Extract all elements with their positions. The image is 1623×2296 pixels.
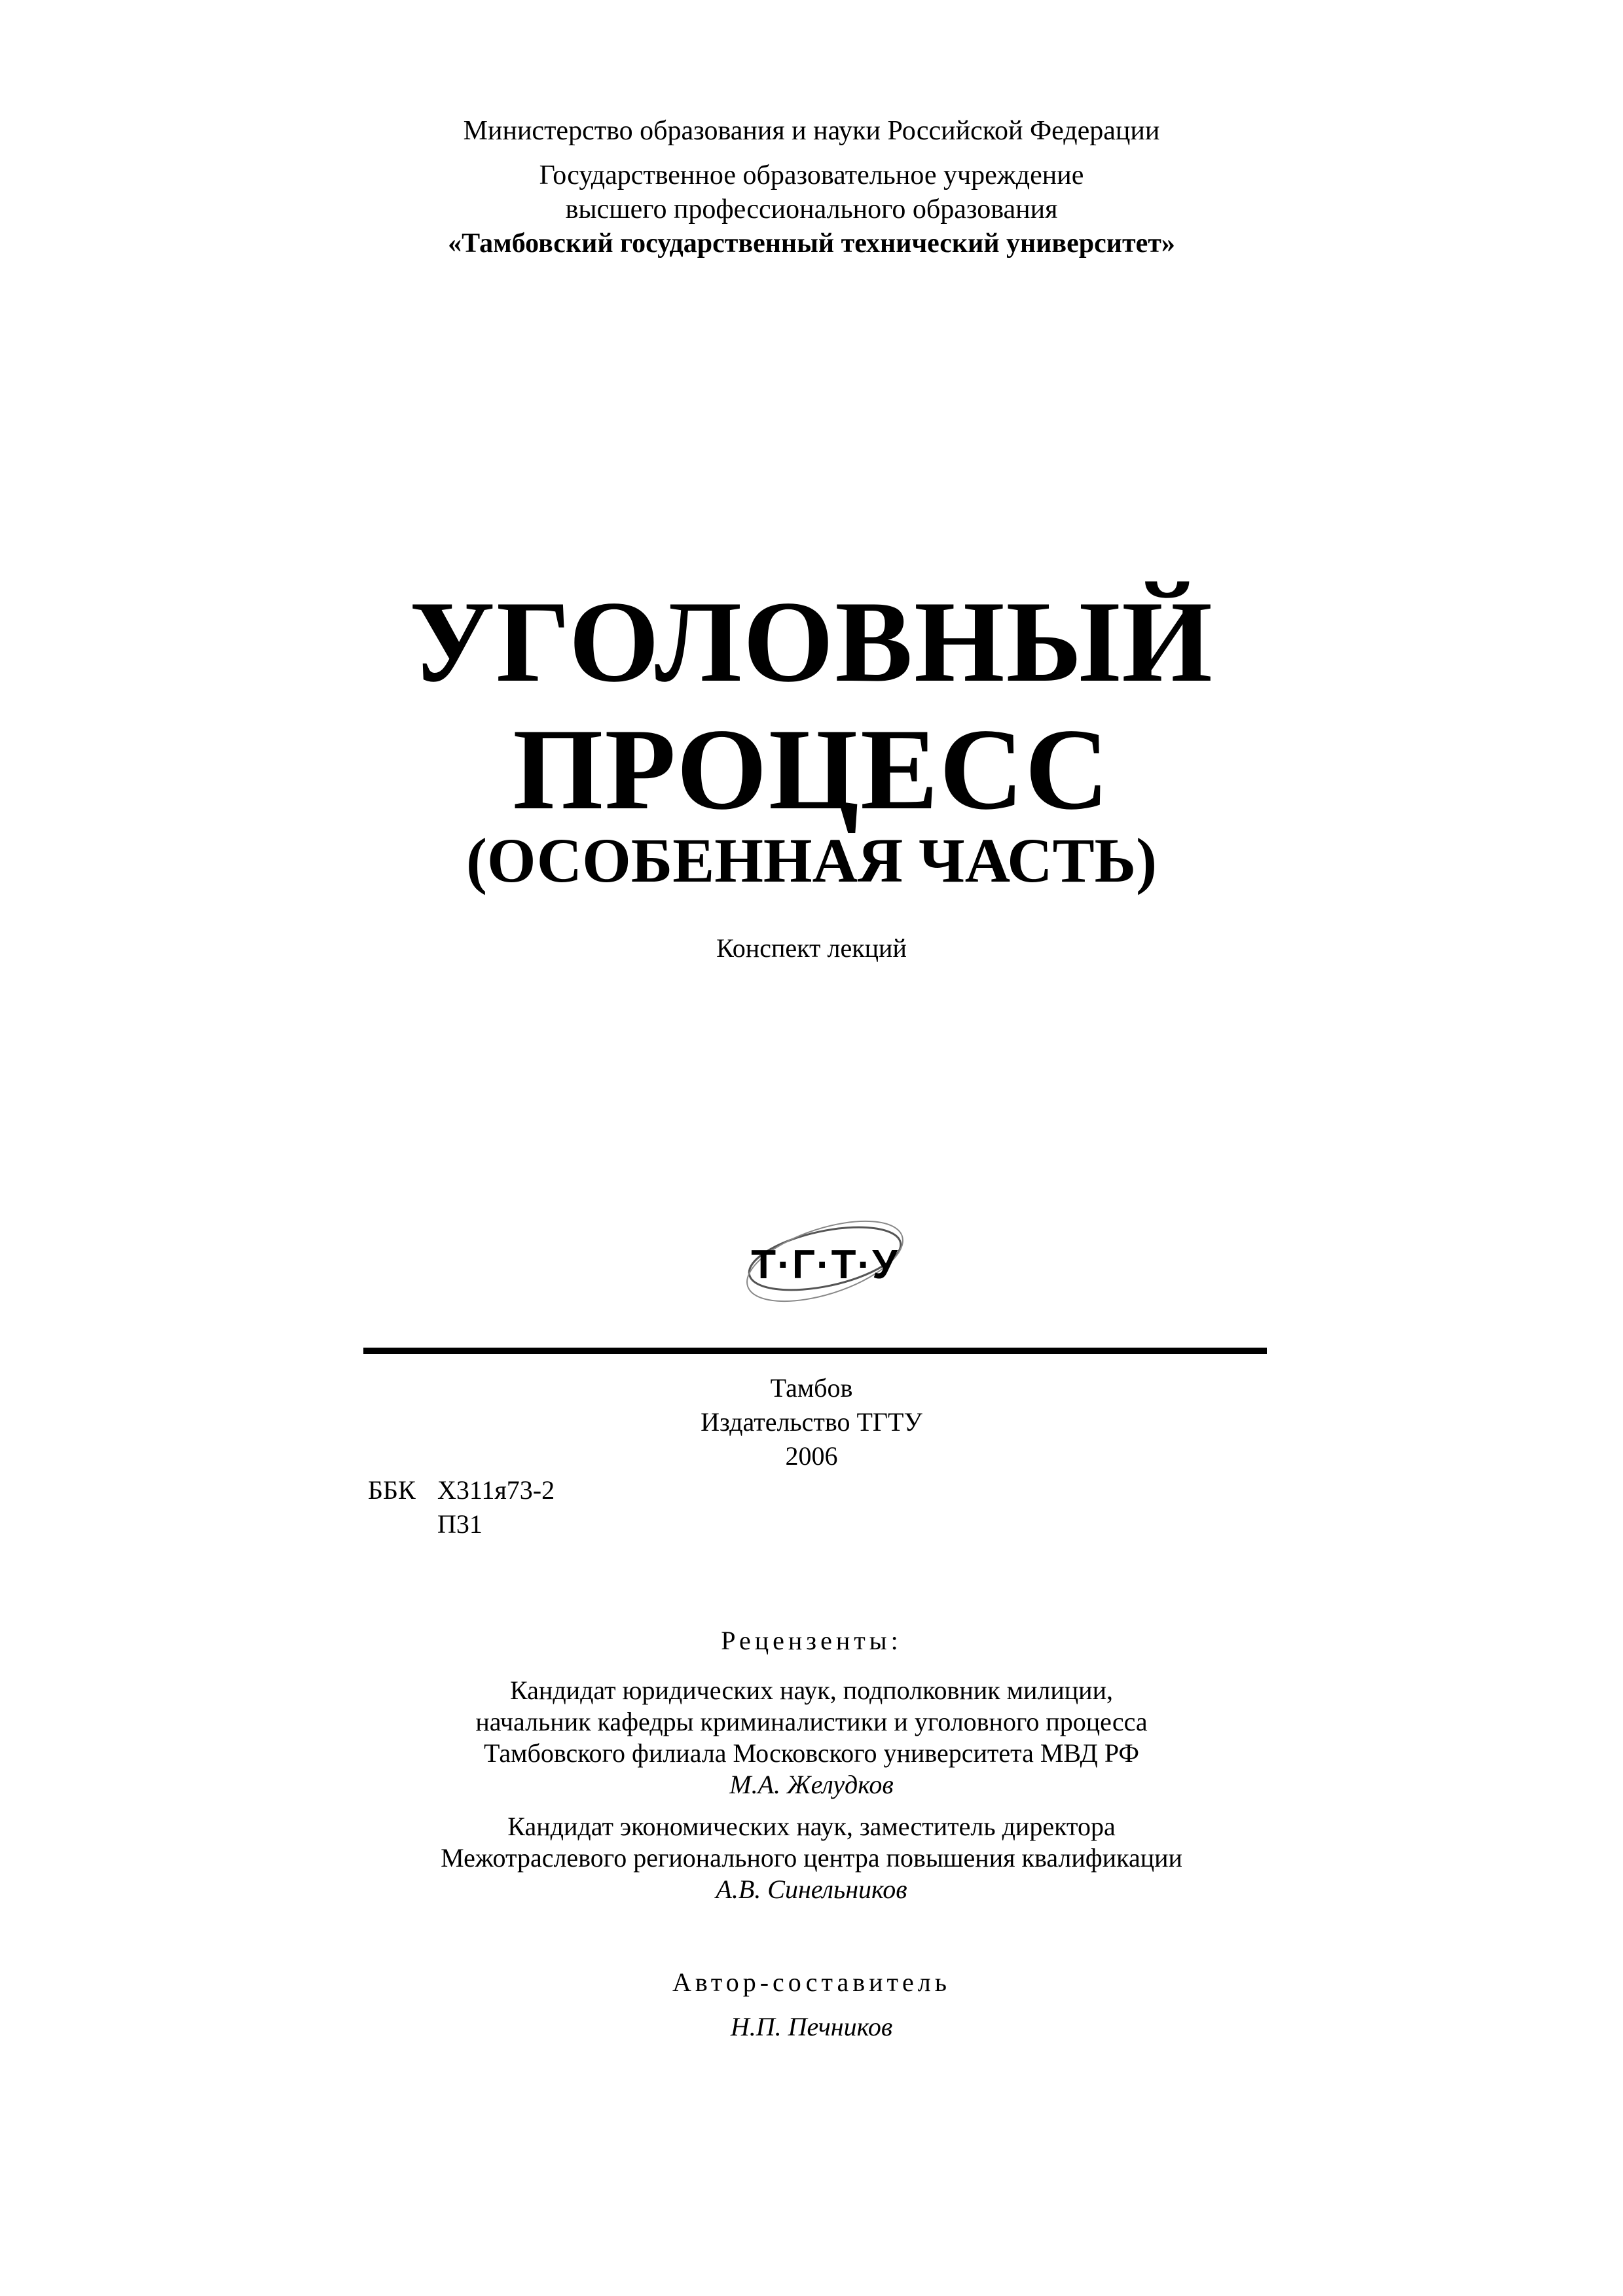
reviewer-2-line-1: Кандидат экономических наук, заместитель директора xyxy=(507,1812,1116,1841)
title-line-2: ПРОЦЕСС xyxy=(513,704,1110,834)
reviewer-1-line-2: начальник кафедры криминалистики и уголовного процесса xyxy=(475,1707,1148,1736)
bbk-label: ББК xyxy=(368,1475,416,1505)
reviewer-1-line-1: Кандидат юридических наук, подполковник милиции, xyxy=(510,1676,1113,1705)
imprint-publisher: Издательство ТГТУ xyxy=(701,1407,922,1437)
title-line-3: (ОСОБЕННАЯ ЧАСТЬ) xyxy=(465,825,1158,895)
author-heading: Автор-составитель xyxy=(672,1967,951,1997)
ministry-line: Министерство образования и науки Российской Федерации xyxy=(463,116,1160,146)
tgtu-logo-icon xyxy=(727,1214,923,1312)
horizontal-divider xyxy=(363,1348,1267,1354)
reviewer-2-line-2: Межотраслевого регионального центра повышения квалификации xyxy=(441,1843,1182,1873)
bbk-author-mark: П31 xyxy=(437,1509,483,1539)
institution-line-2: высшего профессионального образования xyxy=(565,194,1058,224)
imprint-year: 2006 xyxy=(785,1441,838,1471)
document-subtitle: Конспект лекций xyxy=(716,933,907,963)
reviewer-1-name: М.А. Желудков xyxy=(729,1770,894,1799)
institution-line-1: Государственное образовательное учреждение xyxy=(539,160,1084,190)
reviewer-2-name: А.В. Синельников xyxy=(716,1874,907,1904)
reviewer-1-line-3: Тамбовского филиала Московского университета МВД РФ xyxy=(483,1738,1140,1768)
title-line-1: УГОЛОВНЫЙ xyxy=(409,577,1214,706)
bbk-code: Х311я73-2 xyxy=(437,1475,555,1505)
imprint-city: Тамбов xyxy=(770,1373,853,1403)
reviewers-heading: Рецензенты: xyxy=(721,1626,902,1655)
logo-text: Т·Г·Т·У xyxy=(751,1242,899,1287)
university-name: «Тамбовский государственный технический университет» xyxy=(448,228,1175,259)
author-name: Н.П. Печников xyxy=(730,2012,893,2041)
